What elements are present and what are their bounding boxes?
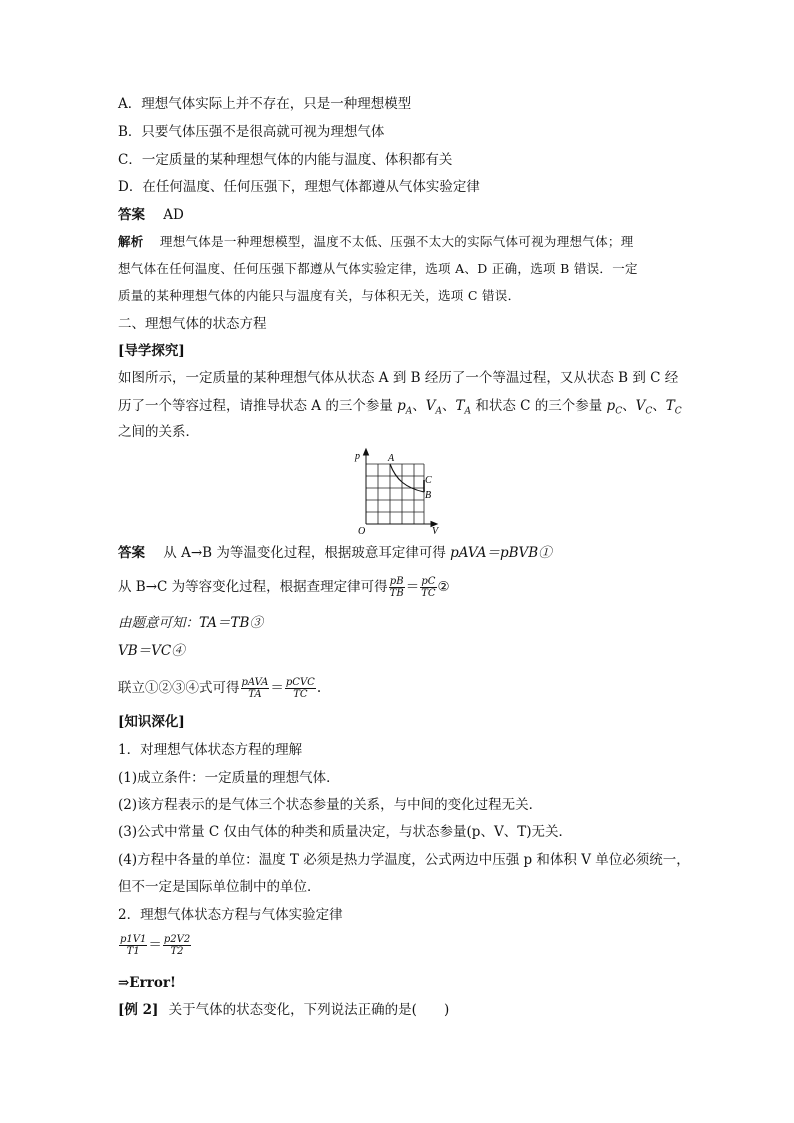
analysis-text-1: 理想气体是一种理想模型，温度不太低、压强不太大的实际气体可视为理想气体；理 [159, 234, 634, 249]
explore-text-2a: 历了一个等容过程，请推导状态 A 的三个参量 [118, 398, 398, 414]
frac-num: pAVA [241, 677, 269, 688]
analysis-line-3: 质量的某种理想气体的内能只与温度有关，与体积无关，选项 C 错误． [118, 288, 521, 303]
equals: ＝ [270, 680, 284, 696]
section-title: 二、理想气体的状态方程 [118, 316, 267, 332]
frac-den: TA [248, 689, 262, 700]
option-a: A．理想气体实际上并不存在，只是一种理想模型 [118, 96, 412, 112]
frac-num: p2V2 [163, 934, 191, 945]
analysis-label: 解析 [118, 234, 144, 249]
answer-label: 答案 [118, 207, 145, 223]
fraction-pava-ta [241, 677, 270, 700]
frac-num: pCVC [285, 677, 315, 688]
analysis-line-1 [118, 232, 634, 252]
answer-line [118, 205, 184, 225]
answer2-line-1 [118, 543, 552, 563]
answer2-text-2: 从 B→C 为等容变化过程，根据查理定律可得 [118, 579, 388, 595]
sep2: 、 [442, 398, 456, 414]
frac-den: TC [293, 689, 308, 700]
deepen-item-3: (3)公式中常量 C 仅由气体的种类和质量决定，与状态参量(p、V、T)无关． [118, 824, 572, 840]
fraction-p1v1-t1 [119, 934, 147, 957]
sub-c3: C [674, 406, 682, 417]
point-a-label: A [388, 453, 395, 464]
state-equation [118, 929, 192, 961]
explore-text-2b: 和状态 C 的三个参量 [471, 398, 607, 414]
sep1: 、 [412, 398, 426, 414]
answer2-line-4: VB＝VC④ [118, 643, 185, 659]
option-b: B．只要气体压强不是很高就可视为理想气体 [118, 124, 385, 140]
explore-line-2 [118, 396, 682, 416]
fraction-pcvc-tc [285, 677, 316, 700]
deepen-item-4a: (4)方程中各量的单位：温度 T 必须是热力学温度，公式两边中压强 p 和体积 V 单位必须统一， [118, 852, 690, 868]
sym-pc: p [606, 398, 616, 414]
fraction-p2v2-t2 [163, 934, 191, 957]
sep3: 、 [622, 398, 636, 414]
axis-label-p: p [355, 451, 360, 462]
equals: ＝ [405, 579, 420, 595]
sub-c1: C [615, 406, 623, 417]
deepen-title-1: 1．对理想气体状态方程的理解 [118, 742, 303, 758]
fraction-pc-tc [420, 576, 436, 599]
sym-ta: T [455, 398, 465, 414]
error-text: ⇒Error! [118, 975, 176, 991]
answer2-text-1: 从 A→B 为等温变化过程，根据玻意耳定律可得 [163, 545, 451, 561]
sub-a1: A [405, 406, 413, 417]
sub-c2: C [645, 406, 653, 417]
option-c: C．一定质量的某种理想气体的内能与温度、体积都有关 [118, 152, 453, 168]
frac-den: TC [421, 588, 436, 599]
sym-va: V [425, 398, 436, 414]
fraction-pb-tb [389, 576, 405, 599]
answer2-line-3: 由题意可知：TA＝TB③ [118, 615, 263, 631]
example-line [118, 1000, 449, 1020]
period: . [316, 680, 322, 696]
analysis-line-2: 想气体在任何温度、任何压强下都遵从气体实验定律，选项 A、D 正确，选项 B 错误．一定 [118, 261, 638, 276]
explore-heading: [导学探究] [118, 343, 185, 359]
frac-den: TB [389, 588, 404, 599]
example-text: 关于气体的状态变化，下列说法正确的是( ) [168, 1002, 450, 1018]
explore-line-3: 之间的关系． [118, 424, 199, 440]
frac-num: pC [421, 576, 436, 587]
sep4: 、 [652, 398, 666, 414]
sym-pa: p [397, 398, 406, 414]
answer2-line-5 [118, 673, 321, 703]
frac-den: T2 [170, 946, 184, 957]
option-d: D．在任何温度、任何压强下，理想气体都遵从气体实验定律 [118, 179, 480, 195]
answer2-line-2 [118, 572, 450, 602]
point-b-label: B [425, 490, 432, 501]
sub-a2: A [435, 406, 443, 417]
answer-value: AD [163, 207, 184, 223]
sym-tc: T [665, 398, 675, 414]
example-label: [例 2] [118, 1002, 159, 1018]
frac-num: pB [389, 576, 404, 587]
frac-num: p1V1 [120, 934, 147, 945]
answer2-label: 答案 [118, 545, 145, 561]
deepen-item-4b: 但不一定是国际单位制中的单位． [118, 879, 321, 895]
deepen-title-2: 2．理想气体状态方程与气体实验定律 [118, 907, 343, 923]
point-c-label: C [425, 475, 432, 486]
sym-vc: V [635, 398, 646, 414]
explore-line-1: 如图所示，一定质量的某种理想气体从状态 A 到 B 经历了一个等温过程，又从状态 B 到 C 经 [118, 370, 679, 386]
pv-diagram [346, 446, 446, 536]
pv-grid [366, 464, 424, 524]
deepen-heading: [知识深化] [118, 714, 185, 730]
answer2-text-5: 联立①②③④式可得 [118, 680, 240, 696]
sub-a3: A [464, 406, 472, 417]
origin-label: O [358, 526, 366, 536]
deepen-item-2: (2)该方程表示的是气体三个状态参量的关系，与中间的变化过程无关． [118, 797, 543, 813]
axis-label-v: V [432, 526, 439, 536]
mark-2: ② [437, 579, 450, 595]
equals: ＝ [148, 937, 162, 953]
boyle-equation: pAVA＝pBVB① [450, 545, 552, 561]
frac-den: T1 [126, 946, 140, 957]
deepen-item-1: (1)成立条件：一定质量的理想气体． [118, 770, 340, 786]
